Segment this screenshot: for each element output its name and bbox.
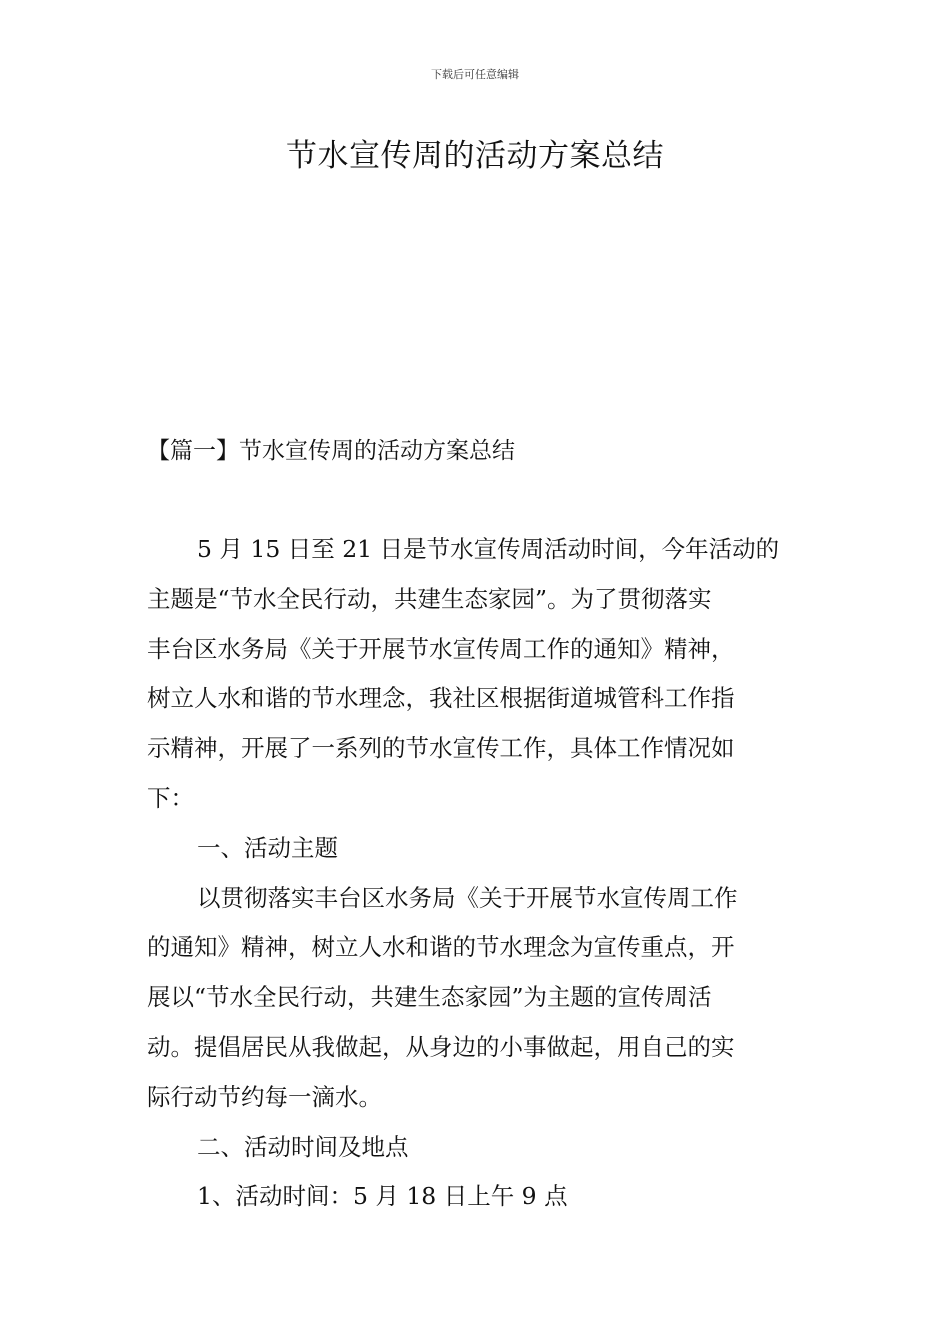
paragraph-line: 树立人水和谐的节水理念，我社区根据街道城管科工作指 <box>147 684 735 713</box>
paragraph-line: 下： <box>147 783 194 812</box>
paragraph-line: 动。提倡居民从我做起，从身边的小事做起，用自己的实 <box>147 1032 735 1061</box>
paragraph-line: 的通知》精神，树立人水和谐的节水理念为宣传重点，开 <box>147 933 735 962</box>
section-heading: 【篇一】节水宣传周的活动方案总结 <box>147 438 515 464</box>
header-note: 下载后可任意编辑 <box>431 68 519 81</box>
subheading-activity-theme: 一、活动主题 <box>197 833 338 862</box>
paragraph-line: 以贯彻落实丰台区水务局《关于开展节水宣传周工作 <box>197 883 738 912</box>
subheading-time-location: 二、活动时间及地点 <box>197 1132 409 1161</box>
paragraph-line: 主题是“节水全民行动，共建生态家园”。为了贯彻落实 <box>147 584 712 613</box>
paragraph-line: 5 月 15 日至 21 日是节水宣传周活动时间，今年活动的 <box>197 535 780 563</box>
document-title: 节水宣传周的活动方案总结 <box>286 138 664 174</box>
paragraph-line: 展以“节水全民行动，共建生态家园”为主题的宣传周活 <box>147 983 712 1012</box>
body-text <box>147 525 807 1222</box>
paragraph-line: 际行动节约每一滴水。 <box>147 1082 382 1111</box>
list-item-activity-time: 1、活动时间：5 月 18 日上午 9 点 <box>197 1182 568 1211</box>
paragraph-line: 丰台区水务局《关于开展节水宣传周工作的通知》精神， <box>147 634 735 663</box>
paragraph-line: 示精神，开展了一系列的节水宣传工作，具体工作情况如 <box>147 734 735 763</box>
